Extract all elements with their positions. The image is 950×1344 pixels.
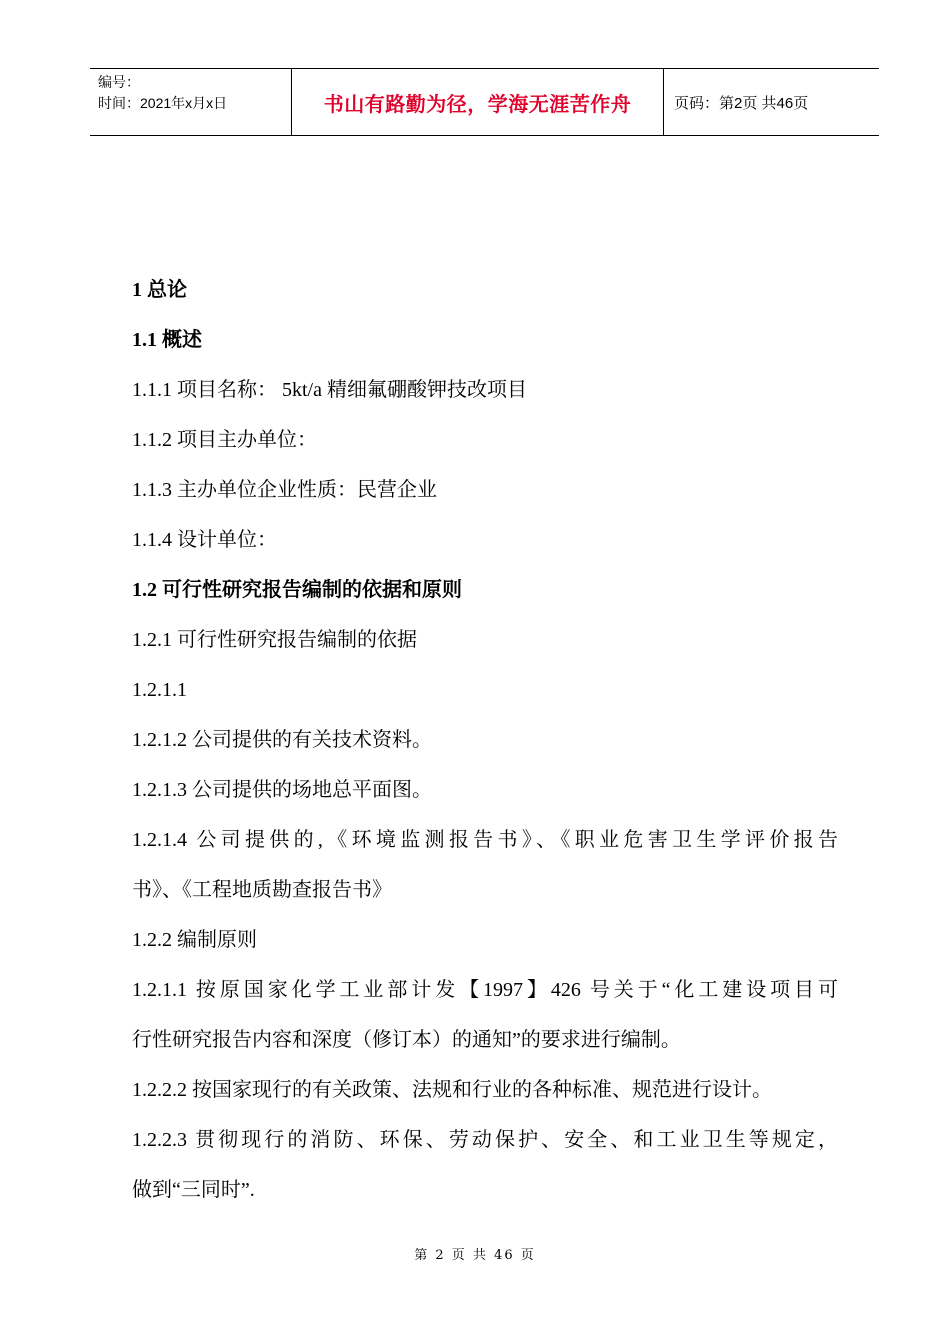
subsection-heading: 1.1 概述 bbox=[132, 329, 202, 351]
paragraph-line: 1.1.3 主办单位企业性质：民营企业 bbox=[132, 479, 437, 501]
paragraph-line: 1.2.1.4 公司提供的,《环境监测报告书》、《职业危害卫生学评价报告 bbox=[132, 829, 838, 851]
header-motto: 书山有路勤为径，学海无涯苦作舟 bbox=[291, 69, 664, 135]
section-heading: 1 总论 bbox=[132, 279, 187, 301]
paragraph-line: 1.2.2.2 按国家现行的有关政策、法规和行业的各种标准、规范进行设计。 bbox=[132, 1079, 772, 1101]
paragraph-line: 1.2.1.1 bbox=[132, 679, 187, 701]
header-page-info: 页码：第2页 共46页 bbox=[674, 94, 809, 112]
paragraph-line: 1.1.1 项目名称： 5kt/a 精细氟硼酸钾技改项目 bbox=[132, 379, 527, 401]
page-header bbox=[90, 68, 879, 136]
subsection-heading: 1.2 可行性研究报告编制的依据和原则 bbox=[132, 579, 462, 601]
page-footer: 第 2 页 共 46 页 bbox=[414, 1248, 536, 1263]
paragraph-line: 1.2.1.2 公司提供的有关技术资料。 bbox=[132, 729, 432, 751]
paragraph-line: 1.2.1 可行性研究报告编制的依据 bbox=[132, 629, 417, 651]
paragraph-line: 1.1.2 项目主办单位： bbox=[132, 429, 317, 451]
paragraph-line: 1.2.2 编制原则 bbox=[132, 929, 257, 951]
paragraph-line: 书》、《工程地质勘查报告书》 bbox=[132, 879, 392, 901]
paragraph-line: 做到“三同时”. bbox=[132, 1179, 255, 1201]
paragraph-line: 行性研究报告内容和深度（修订本）的通知”的要求进行编制。 bbox=[132, 1029, 681, 1051]
header-meta bbox=[90, 69, 291, 135]
paragraph-line: 1.2.2.3 贯彻现行的消防、环保、劳动保护、安全、和工业卫生等规定， bbox=[132, 1129, 838, 1151]
paragraph-line: 1.1.4 设计单位： bbox=[132, 529, 277, 551]
header-code: 编号： bbox=[98, 74, 140, 90]
document-body bbox=[132, 268, 838, 1218]
paragraph-line: 1.2.1.3 公司提供的场地总平面图。 bbox=[132, 779, 432, 801]
paragraph-line: 1.2.1.1 按原国家化学工业部计发【1997】426 号关于“化工建设项目可 bbox=[132, 979, 838, 1001]
header-time: 时间：2021年x月x日 bbox=[98, 95, 228, 111]
